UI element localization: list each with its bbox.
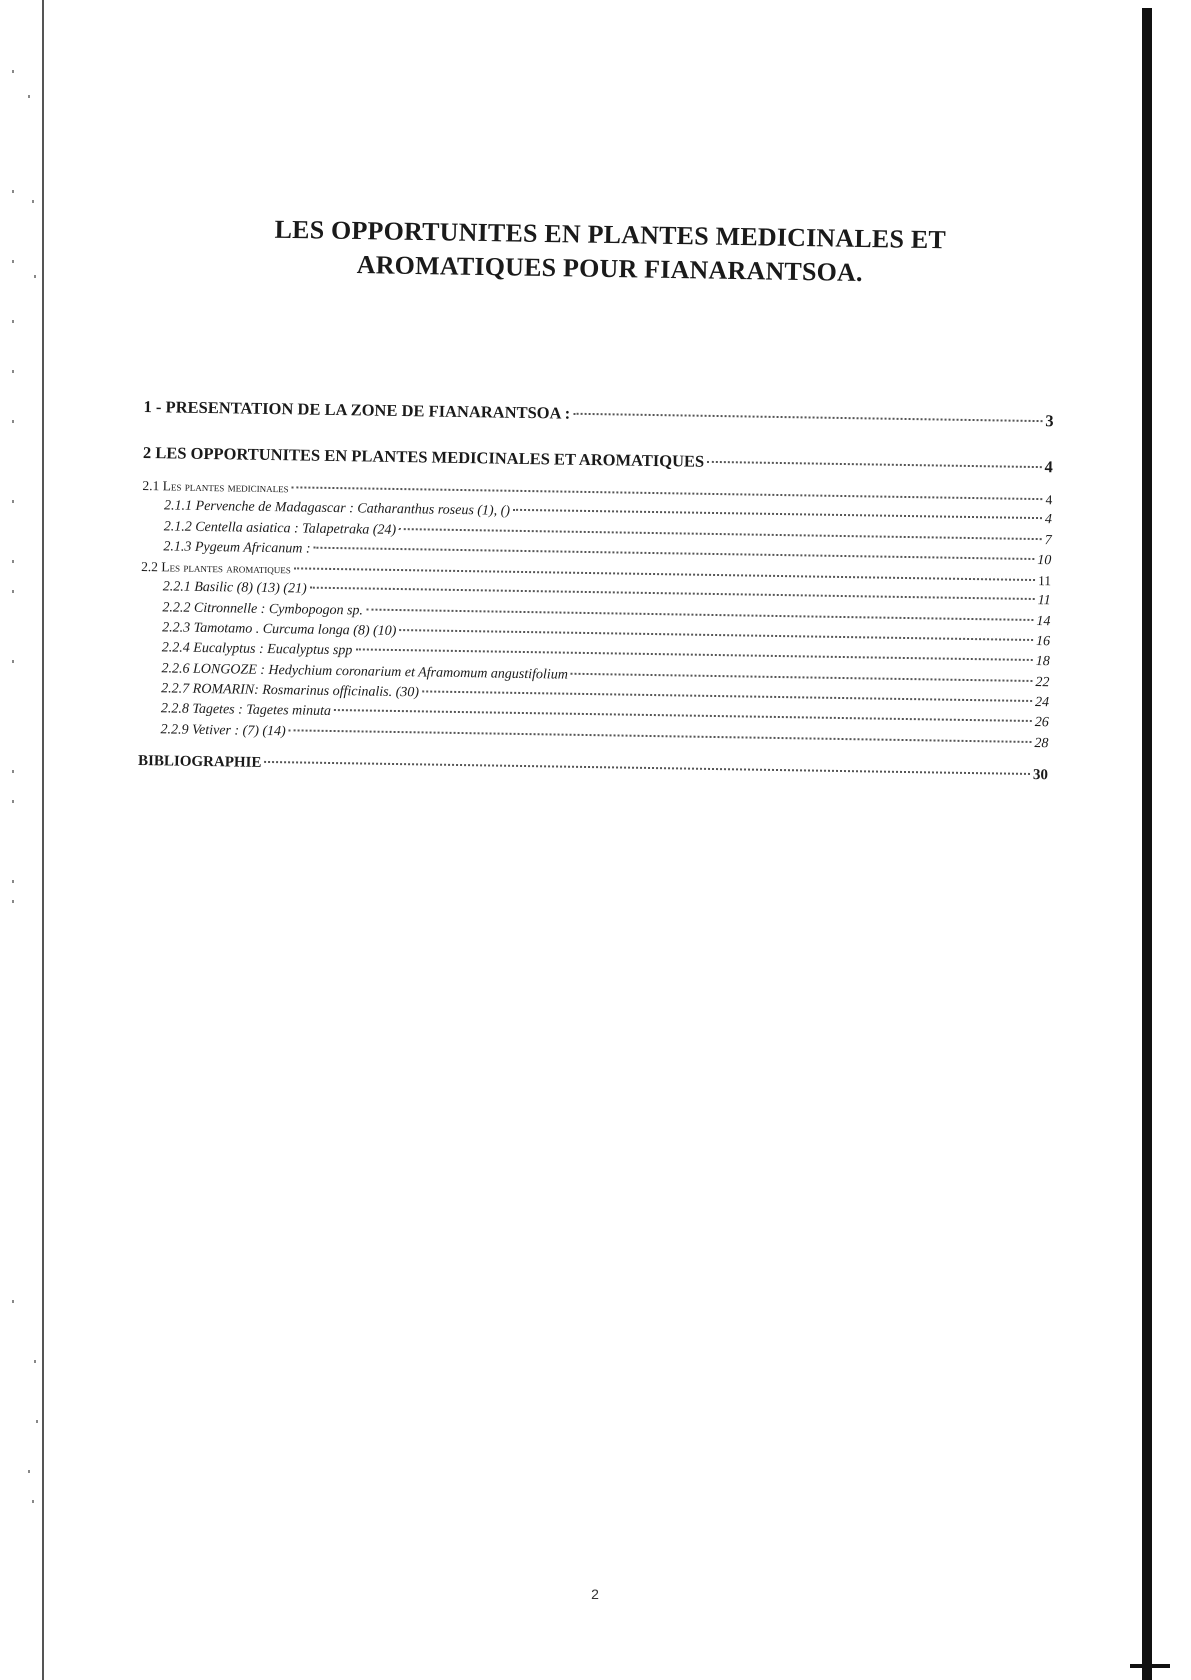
toc-entry-label: 2.1.2 Centella asiatica : Talapetraka (24) [163, 518, 397, 538]
toc-entry-label: 2.1.3 Pygeum Africanum : [163, 539, 311, 557]
toc-entry-page: 11 [1037, 593, 1051, 609]
dot-leader [571, 672, 1033, 681]
toc-entry-label: 2.2.6 LONGOZE : Hedychium coronarium et Aframomum angustifolium [161, 660, 568, 683]
toc-entry-label: 2.2.2 Citronnelle : Cymbopogon sp. [162, 600, 364, 619]
toc-entry-label: 2.2.1 Basilic (8) (13) (21) [162, 579, 307, 598]
toc-entry-label: 2.2.7 ROMARIN: Rosmarinus officinalis. (30) [161, 681, 420, 701]
toc-entry-label: BIBLIOGRAPHIE [137, 752, 262, 771]
dot-leader [310, 587, 1035, 600]
toc-entry-label: 2 LES OPPORTUNITES EN PLANTES MEDICINALES ET AROMATIQUES [142, 442, 705, 471]
scan-right-binding-foot [1130, 1664, 1170, 1668]
dot-leader [289, 729, 1032, 743]
toc-entry-page: 26 [1034, 715, 1049, 731]
toc-entry-page: 16 [1035, 634, 1051, 650]
scan-margin-specks [8, 0, 48, 1680]
toc-entry-page: 30 [1032, 766, 1049, 784]
toc-entry-page: 4 [1044, 457, 1053, 477]
toc-entry-page: 4 [1044, 512, 1053, 528]
toc-entry-page: 10 [1037, 552, 1052, 569]
toc-entry-page: 3 [1045, 411, 1054, 431]
dot-leader [513, 509, 1042, 519]
dot-leader [292, 486, 1043, 500]
toc-entry-label: 2.1 Les plantes medicinales [142, 477, 289, 496]
toc-entry-label: 2.2.4 Eucalyptus : Eucalyptus spp [161, 640, 353, 659]
page-number: 2 [591, 1586, 599, 1602]
dot-leader [314, 547, 1035, 560]
toc-entry-label: 2.2 Les plantes aromatiques [141, 559, 291, 577]
toc-entry-label: 2.2.8 Tagetes : Tagetes minuta [160, 701, 332, 720]
title-line-2: AROMATIQUES POUR FIANARANTSOA. [356, 250, 863, 287]
dot-leader [422, 690, 1032, 702]
toc-entry-page: 24 [1034, 695, 1050, 711]
toc-entry-label: 2.2.3 Tamotamo . Curcuma longa (8) (10) [162, 620, 397, 640]
toc-entry-label: 1 - PRESENTATION DE LA ZONE DE FIANARANTSOA : [143, 396, 571, 423]
toc-entry-page: 28 [1034, 735, 1049, 751]
scan-right-binding-bar [1142, 8, 1152, 1680]
dot-leader [334, 709, 1032, 722]
toc-entry-page: 11 [1037, 573, 1052, 589]
toc-entry-page: 18 [1035, 654, 1050, 670]
dot-leader [707, 461, 1041, 468]
dot-leader [399, 528, 1042, 540]
toc-entry-page: 22 [1035, 674, 1050, 690]
dot-leader [573, 413, 1042, 422]
toc-entry-page: 4 [1045, 492, 1053, 508]
toc-entry-page: 7 [1044, 532, 1052, 548]
toc-entry-page: 14 [1036, 613, 1051, 630]
toc-entry-label: 2.1.1 Pervenche de Madagascar : Catharanthus roseus (1), () [163, 498, 511, 520]
title-line-1: LES OPPORTUNITES EN PLANTES MEDICINALES ET [274, 214, 947, 255]
dot-leader [399, 629, 1033, 641]
table-of-contents [138, 384, 1054, 796]
dot-leader [366, 608, 1033, 620]
toc-entry-label: 2.2.9 Vetiver : (7) (14) [160, 721, 286, 739]
dot-leader [264, 761, 1030, 775]
document-title [180, 211, 1041, 292]
dot-leader [294, 568, 1035, 582]
dot-leader [355, 649, 1032, 662]
